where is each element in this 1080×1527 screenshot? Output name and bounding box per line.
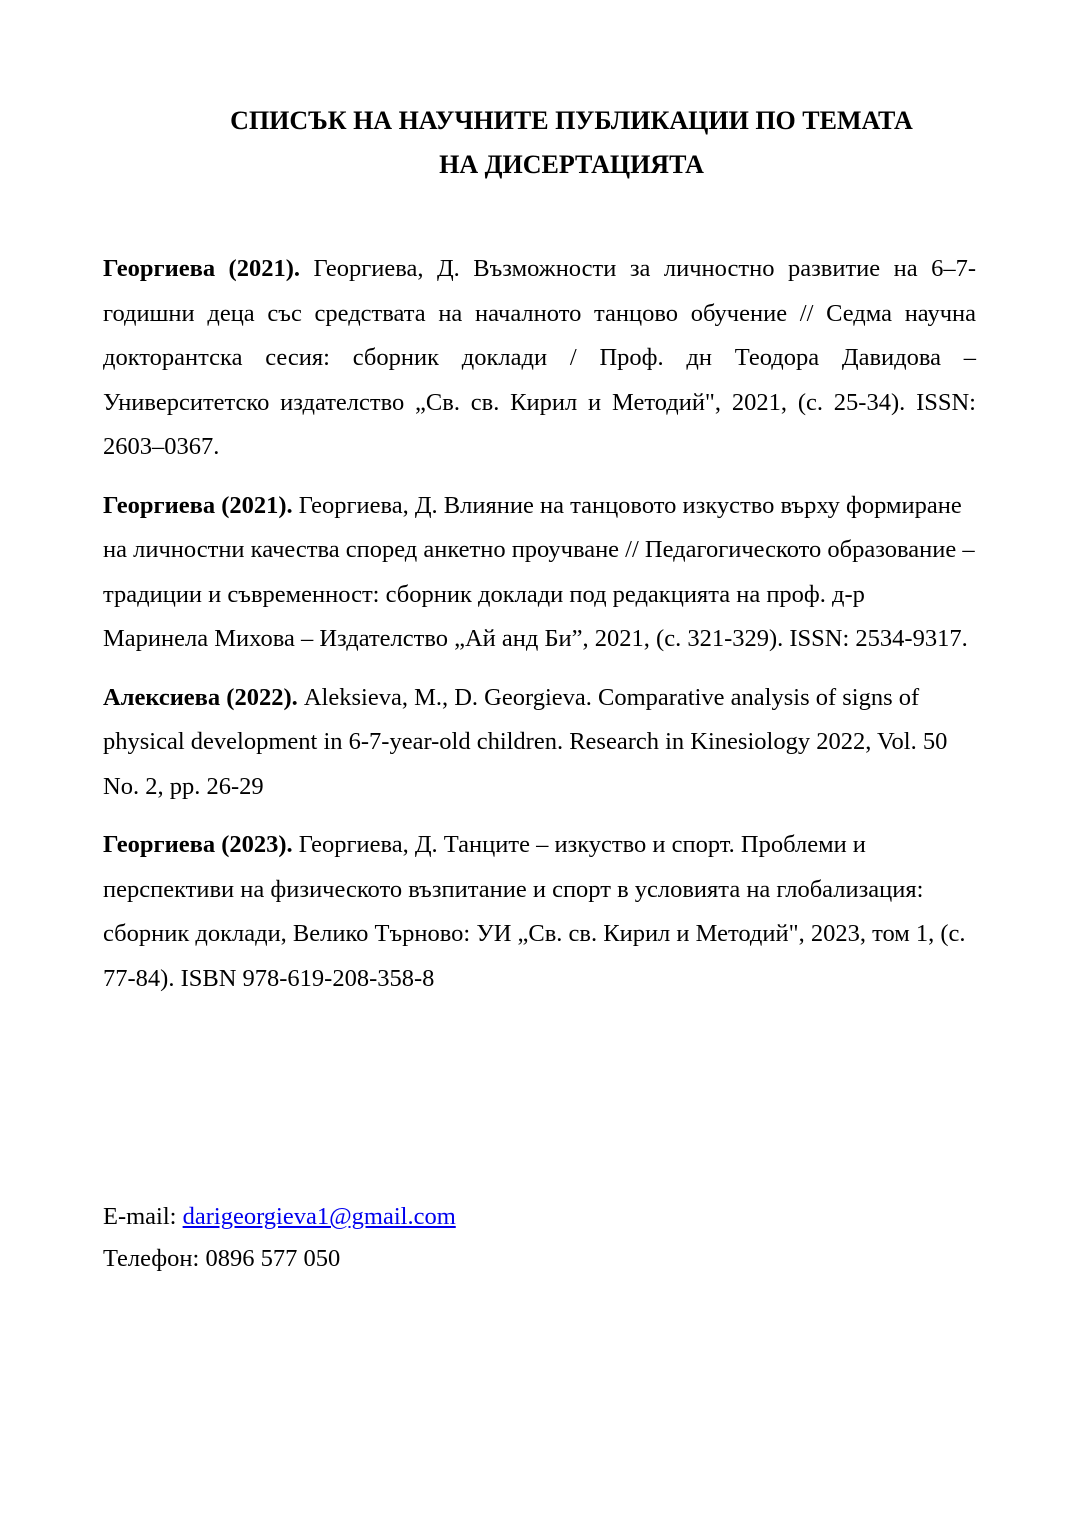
publication-item [103, 676, 976, 810]
page-title [103, 99, 1040, 187]
publication-item [103, 823, 976, 1001]
publication-text: Георгиева, Д. Влияние на танцовото изкуство върху формиране на личностни качества според анкетно проучване // Педагогическото образование – традиции и съвременност: сборник доклади под редакцията на проф. д-р Маринела Михова – Издателство „Ай анд Би”, 2021, (с. 321-329). ISSN: 2534-9317. [103, 491, 975, 652]
email-line [103, 1196, 456, 1238]
publication-author: Георгиева (2021). [103, 491, 293, 519]
publication-item [103, 484, 976, 662]
page-title-line-1: СПИСЪК НА НАУЧНИТЕ ПУБЛИКАЦИИ ПО ТЕМАТА [230, 106, 913, 135]
publication-author: Георгиева (2021). [103, 255, 301, 282]
publication-text: Георгиева, Д. Възможности за личностно развитие на 6–7-годишни деца със средствата на началното танцово обучение // Седма научна докторантска сесия: сборник доклади / Проф. дн Теодора Давидова – Университетско издателство „Св. св. Кирил и Методий", 2021, (с. 25-34). ISSN: 2603–0367. [103, 255, 977, 460]
email-label: E-mail: [103, 1203, 177, 1230]
publication-item [103, 247, 976, 470]
phone-label: Телефон: [103, 1245, 200, 1272]
publication-author: Алексиева (2022). [103, 683, 298, 711]
phone-line [103, 1238, 456, 1280]
publication-author: Георгиева (2023). [103, 831, 293, 858]
contact-info [103, 1196, 456, 1280]
phone-number: 0896 577 050 [205, 1245, 341, 1272]
page-title-line-2: НА ДИСЕРТАЦИЯТА [439, 150, 704, 179]
publication-text: Георгиева, Д. Танците – изкуство и спорт. Проблеми и перспективи на физическото възпитание и спорт в условията на глобализация: сборник доклади, Велико Търново: УИ „Св. св. Кирил и Методий", 2023, том 1, (с. 77-84). ISBN 978-619-208-358-8 [103, 831, 966, 992]
publication-text: Aleksieva, M., D. Georgieva. Comparative analysis of signs of physical development in 6-7-year-old children. Research in Kinesiology 2022, Vol. 50 No. 2, pp. 26-29 [103, 683, 948, 800]
email-link[interactable]: darigeorgieva1@gmail.com [182, 1203, 456, 1230]
publication-list [103, 247, 976, 1015]
